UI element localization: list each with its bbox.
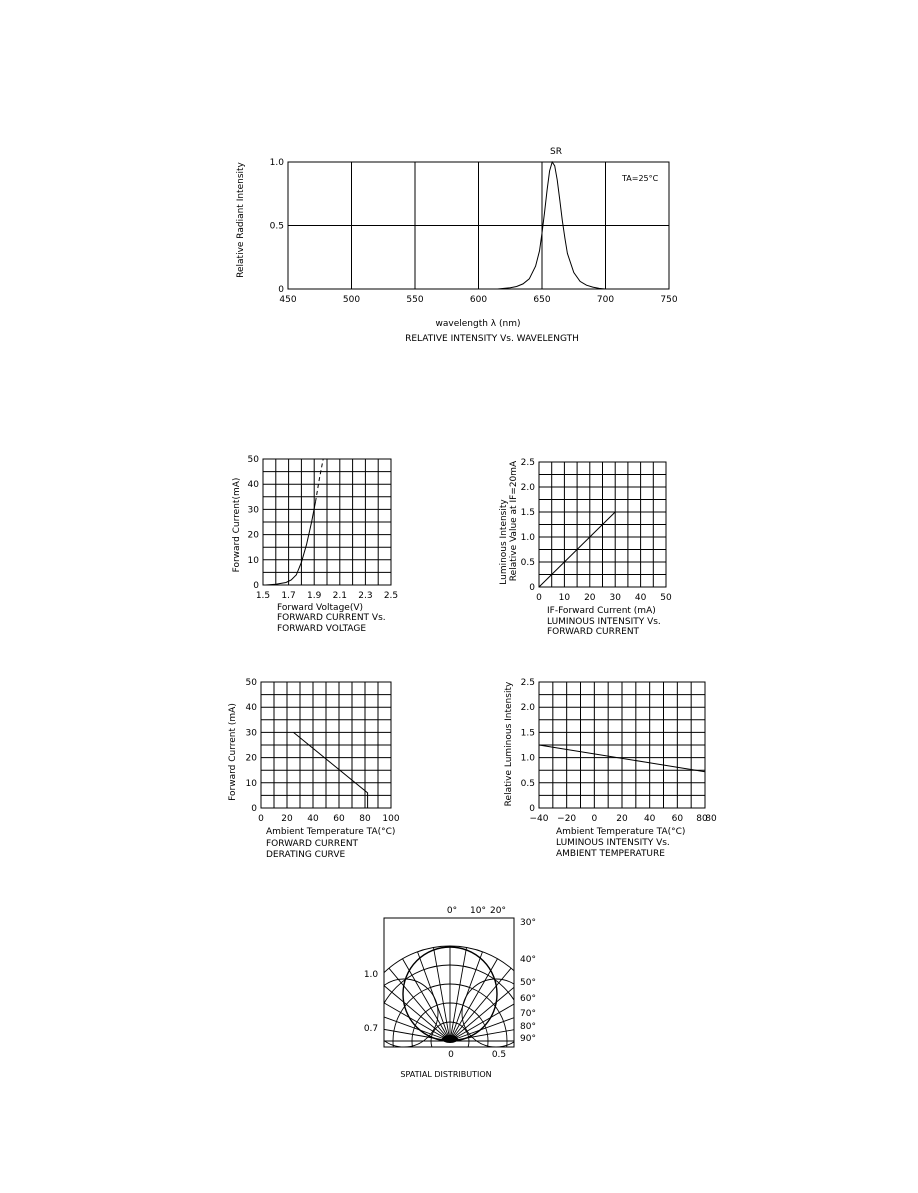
if-vf-x-tick-label: 1.9 — [307, 591, 322, 601]
iv-ta-y-tick-label: 1.0 — [520, 753, 535, 764]
if-vf-y-tick-label: 40 — [247, 480, 259, 491]
spectrum-y-axis-label: Relative Radiant Intensity — [236, 162, 246, 278]
derating-y-tick-label: 40 — [245, 703, 257, 714]
if-vf-y-tick-label: 10 — [247, 555, 259, 566]
derating-caption-line-2: DERATING CURVE — [266, 850, 346, 860]
iv-ta-x-tick-label: 80 — [696, 814, 708, 824]
polar-caption: SPATIAL DISTRIBUTION — [400, 1070, 492, 1079]
iv-if-y-tick-label: 2.5 — [520, 458, 535, 468]
derating-y-ticks — [246, 678, 258, 814]
iv-if-x-tick-label: 0 — [536, 593, 542, 603]
polar-center-hub — [442, 1035, 458, 1043]
iv-ta-x-tick-label: 0 — [591, 814, 598, 824]
iv-if-x-tick-label: 10 — [558, 593, 571, 603]
iv-ta-y-tick-label: 0.5 — [520, 778, 535, 789]
derating-chart — [228, 678, 400, 860]
derating-y-tick-label: 10 — [245, 778, 257, 789]
spectrum-x-axis-label: wavelength λ (nm) — [435, 319, 521, 329]
iv-if-x-axis-label: IF-Forward Current (mA) — [547, 606, 656, 616]
derating-x-ticks — [258, 814, 400, 824]
iv-ta-x-end-label: 80 — [705, 814, 717, 824]
iv-ta-grid — [539, 682, 705, 808]
iv-if-y-tick-label: 0.5 — [520, 558, 535, 568]
iv-ta-y-tick-label: 0 — [529, 804, 535, 814]
if-vf-y-tick-label: 30 — [247, 505, 259, 516]
spectrum-x-tick-label: 700 — [596, 295, 615, 305]
iv-ta-x-tick-label: 60 — [671, 814, 684, 824]
if-vf-x-axis-label: Forward Voltage(V) — [277, 603, 363, 613]
if-vf-x-tick-label: 1.7 — [281, 591, 296, 601]
iv-if-x-tick-label: 20 — [584, 593, 596, 603]
polar-angle-label: 80° — [520, 1022, 536, 1032]
polar-angle-label: 70° — [520, 1009, 536, 1019]
polar-angle-label: 90° — [520, 1034, 536, 1044]
spectrum-y-tick-label: 1.0 — [269, 158, 284, 168]
spectrum-chart — [236, 147, 678, 344]
derating-x-tick-label: 60 — [333, 814, 345, 824]
iv-ta-y-axis-label: Relative Luminous Intensity — [504, 681, 514, 807]
iv-if-y-tick-label: 1.5 — [520, 508, 535, 518]
derating-y-tick-label: 20 — [245, 753, 257, 764]
spectrum-peak-label: SR — [550, 147, 562, 157]
derating-y-tick-label: 30 — [245, 728, 257, 739]
derating-x-tick-label: 0 — [258, 814, 264, 824]
iv-ta-y-tick-label: 1.5 — [520, 728, 535, 739]
derating-y-axis-label: Forward Current (mA) — [228, 703, 238, 801]
spectrum-condition: TA=25°C — [622, 174, 659, 183]
polar-angle-label: 0° — [446, 906, 458, 916]
if-vf-x-tick-label: 1.5 — [255, 591, 271, 601]
polar-radial-label-1: 1.0 — [363, 970, 379, 980]
if-vf-caption-line-1: FORWARD CURRENT Vs. — [277, 613, 386, 623]
if-vf-y-tick-label: 0 — [253, 581, 259, 591]
iv-ta-x-axis-label: Ambient Temperature TA(°C) — [556, 827, 686, 837]
polar-angle-label: 30° — [520, 918, 536, 928]
iv-if-caption-line-1: LUMINOUS INTENSITY Vs. — [547, 617, 661, 627]
iv-if-y-axis-label-line-2: Relative Value at IF=20mA — [509, 460, 519, 582]
iv-ta-x-tick-label: 40 — [643, 814, 656, 824]
iv-if-x-tick-label: 30 — [609, 593, 621, 603]
derating-x-tick-label: 40 — [307, 814, 319, 824]
spectrum-x-ticks — [279, 295, 677, 305]
derating-x-tick-label: 100 — [382, 814, 400, 824]
derating-x-axis-label: Ambient Temperature TA(°C) — [266, 827, 396, 837]
iv-if-y-tick-label: 2.0 — [520, 483, 535, 493]
iv-if-chart — [499, 458, 672, 637]
if-vf-x-ticks — [256, 591, 398, 601]
iv-if-x-tick-label: 40 — [634, 593, 647, 603]
if-vf-y-tick-label: 20 — [247, 530, 259, 541]
iv-if-y-ticks — [521, 458, 536, 593]
polar-angle-label: 50° — [520, 978, 536, 988]
spectrum-y-tick-label: 0.5 — [269, 221, 284, 232]
iv-ta-caption-line-2: AMBIENT TEMPERATURE — [556, 849, 665, 859]
polar-side-circle-0 — [370, 979, 438, 1047]
if-vf-grid — [263, 459, 391, 585]
polar-bottom-label-2: 0.5 — [491, 1050, 507, 1060]
iv-ta-x-ticks — [530, 814, 708, 824]
polar-frame — [384, 918, 514, 1047]
if-vf-x-tick-label: 2.5 — [383, 591, 399, 601]
spectrum-y-tick-label: 0 — [278, 285, 284, 295]
if-vf-x-tick-label: 2.1 — [332, 591, 347, 601]
derating-caption-line-1: FORWARD CURRENT — [266, 839, 359, 849]
spectrum-caption: RELATIVE INTENSITY Vs. WAVELENGTH — [405, 334, 579, 344]
spectrum-grid — [288, 162, 669, 289]
derating-x-tick-label: 20 — [281, 814, 293, 824]
iv-ta-caption-line-1: LUMINOUS INTENSITY Vs. — [556, 838, 670, 848]
if-vf-caption-line-2: FORWARD VOLTAGE — [277, 624, 367, 634]
if-vf-chart — [232, 455, 398, 634]
polar-radial-label-2: 0.7 — [363, 1024, 379, 1034]
derating-grid — [261, 682, 391, 808]
iv-ta-y-tick-label: 2.5 — [520, 678, 535, 688]
iv-if-x-tick-label: 50 — [660, 593, 672, 603]
spectrum-x-tick-label: 500 — [342, 295, 361, 305]
iv-ta-y-tick-label: 2.0 — [520, 703, 535, 714]
polar-angle-label: 40° — [520, 955, 536, 965]
iv-if-caption-line-2: FORWARD CURRENT — [547, 627, 640, 637]
polar-angle-label: 10° — [470, 906, 486, 916]
derating-x-tick-label: 80 — [359, 814, 371, 824]
derating-y-tick-label: 0 — [251, 804, 257, 814]
if-vf-y-ticks — [248, 455, 260, 591]
iv-ta-chart — [504, 678, 717, 859]
iv-if-y-axis-label-line-1: Luminous Intensity — [499, 499, 509, 585]
iv-if-y-tick-label: 0 — [529, 583, 535, 593]
if-vf-y-axis-label: Forward Current(mA) — [232, 477, 242, 573]
iv-if-x-ticks — [536, 593, 672, 603]
spectrum-x-tick-label: 650 — [533, 295, 551, 305]
spectrum-x-tick-label: 550 — [406, 295, 424, 305]
polar-angle-label: 20° — [490, 906, 506, 916]
spatial-distribution-chart — [355, 906, 545, 1136]
iv-ta-x-tick-label: −20 — [557, 814, 577, 824]
spectrum-x-tick-label: 750 — [660, 295, 678, 305]
if-vf-x-tick-label: 2.3 — [358, 591, 373, 601]
polar-bottom-label-1: 0 — [448, 1050, 454, 1060]
spectrum-y-ticks — [270, 158, 285, 295]
iv-ta-x-tick-label: −40 — [529, 814, 549, 824]
iv-if-y-tick-label: 1.0 — [520, 533, 535, 543]
polar-angle-label: 60° — [520, 994, 536, 1004]
iv-ta-x-tick-label: 20 — [616, 814, 628, 824]
spectrum-x-tick-label: 600 — [469, 295, 488, 305]
iv-ta-y-ticks — [521, 678, 536, 814]
if-vf-y-tick-label: 50 — [247, 455, 259, 465]
spectrum-x-tick-label: 450 — [279, 295, 297, 305]
if-vf-series-line-1 — [316, 459, 324, 502]
derating-y-tick-label: 50 — [245, 678, 257, 688]
